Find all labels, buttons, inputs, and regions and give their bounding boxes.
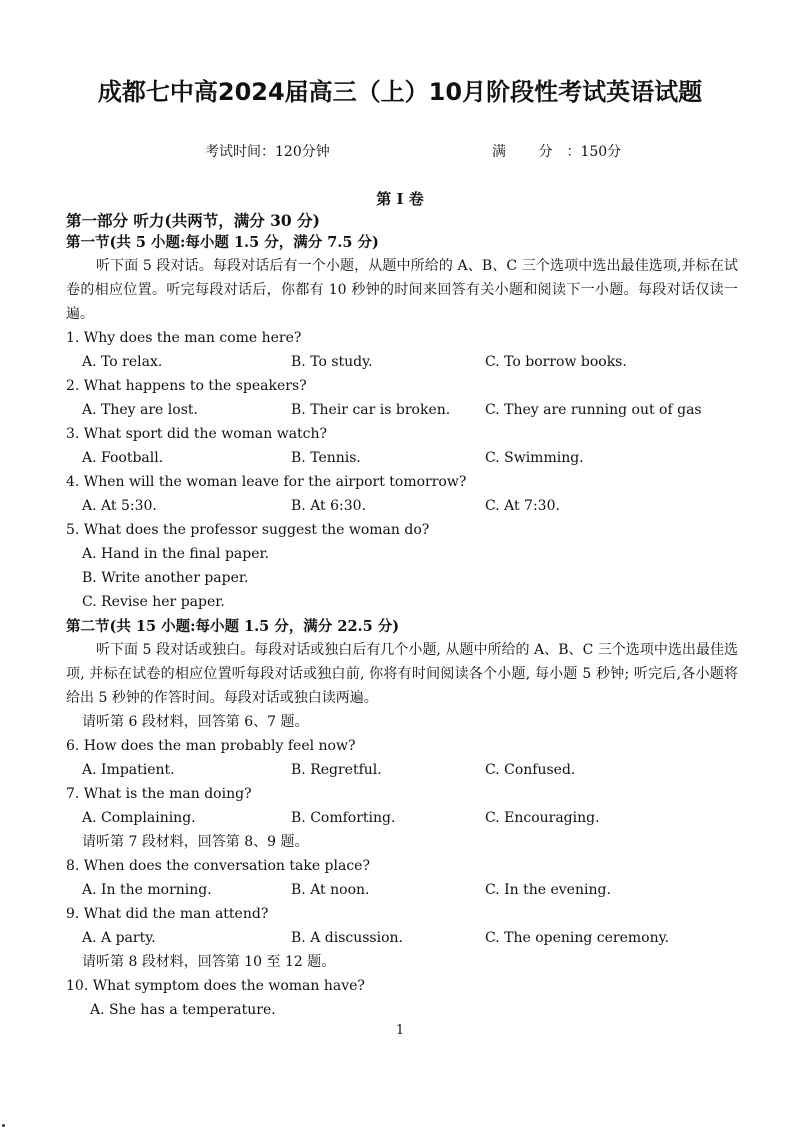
- option-c: C. Confused.: [485, 762, 576, 778]
- section1-instructions: 听下面 5 段对话。每段对话后有一个小题，从题中所给的 A、B、C 三个选项中选出最佳选项,并标在试卷的相应位置。听完每段对话后，你都有 10 秒钟的时间来回答有关小题和阅读下一小题。每段对话仅读一遍。: [66, 258, 738, 322]
- scan-dot: [2, 1124, 5, 1127]
- option-c: C. Encouraging.: [485, 810, 600, 826]
- page-number: 1: [395, 1023, 405, 1038]
- question-7: [66, 782, 738, 830]
- option-a: A. To relax.: [82, 354, 163, 370]
- option-row: [66, 926, 738, 950]
- question-9: [66, 902, 738, 950]
- option-b: B. Regretful.: [291, 762, 382, 778]
- listening-note: 请听第 6 段材料，回答第 6、7 题。: [82, 714, 309, 730]
- option-a: A. At 5:30.: [82, 498, 157, 514]
- option-a: A. In the morning.: [82, 882, 212, 898]
- section2-title: 第二节(共 15 小题:每小题 1.5 分，满分 22.5 分): [66, 618, 400, 635]
- option-row: [66, 350, 738, 374]
- option-b: B. Tennis.: [291, 450, 361, 466]
- option-b: B. To study.: [291, 354, 373, 370]
- option-row: [66, 806, 738, 830]
- full-score-value: ：150分: [566, 144, 622, 160]
- option-row: [66, 878, 738, 902]
- listening-note: 请听第 8 段材料，回答第 10 至 12 题。: [82, 954, 336, 970]
- question-stem: 9. What did the man attend?: [66, 906, 269, 922]
- option-a: A. Complaining.: [82, 810, 196, 826]
- option-c: C. In the evening.: [485, 882, 611, 898]
- question-2: [66, 374, 738, 422]
- section1-title: 第一节(共 5 小题:每小题 1.5 分，满分 7.5 分): [66, 234, 379, 251]
- question-stem: 7. What is the man doing?: [66, 786, 252, 802]
- question-stem: 10. What symptom does the woman have?: [66, 978, 365, 994]
- question-stem: 3. What sport did the woman watch?: [66, 426, 328, 442]
- question-stem: 8. When does the conversation take place?: [66, 858, 370, 874]
- option-b: B. At 6:30.: [291, 498, 367, 514]
- option-a: A. Football.: [82, 450, 164, 466]
- option-c: C. At 7:30.: [485, 498, 560, 514]
- option-row: [66, 758, 738, 782]
- question-3: [66, 422, 738, 470]
- question-stem: 4. When will the woman leave for the airport tomorrow?: [66, 474, 467, 490]
- option-b: B. At noon.: [291, 882, 370, 898]
- section2-instructions: 听下面 5 段对话或独白。每段对话或独白后有几个小题, 从题中所给的 A、B、C 三个选项中选出最佳选项, 并标在试卷的相应位置听每段对话或独白前, 你将有时间阅读各个小题, 每小题 5 秒钟; 听完后,各小题将给出 5 秒钟的作答时间。每段对话或独白读两遍。: [66, 642, 738, 706]
- option-a: A. They are lost.: [82, 402, 198, 418]
- question-stem: 1. Why does the man come here?: [66, 330, 302, 346]
- question-stem: 6. How does the man probably feel now?: [66, 738, 356, 754]
- option-a: A. A party.: [82, 930, 156, 946]
- question-stem: 2. What happens to the speakers?: [66, 378, 307, 394]
- exam-content: [66, 210, 738, 1022]
- question-6: [66, 734, 738, 782]
- question-10: [66, 974, 738, 1022]
- volume-heading: 第 I 卷: [376, 190, 424, 208]
- option-c: C. Revise her paper.: [82, 594, 225, 610]
- option-a: A. Impatient.: [82, 762, 175, 778]
- option-b: B. Comforting.: [291, 810, 396, 826]
- option-row: [66, 398, 738, 422]
- option-b: B. Write another paper.: [82, 570, 249, 586]
- option-c: C. To borrow books.: [485, 354, 627, 370]
- question-4: [66, 470, 738, 518]
- page-title: 成都七中高2024届高三（上）10月阶段性考试英语试题: [97, 78, 703, 106]
- option-c: C. Swimming.: [485, 450, 584, 466]
- option-row: [66, 446, 738, 470]
- option-row: [66, 494, 738, 518]
- question-8: [66, 854, 738, 902]
- option-a: A. She has a temperature.: [90, 1002, 276, 1018]
- option-c: C. The opening ceremony.: [485, 930, 670, 946]
- option-a: A. Hand in the final paper.: [82, 546, 270, 562]
- option-b: B. Their car is broken.: [291, 402, 451, 418]
- option-c: C. They are running out of gas: [485, 402, 702, 418]
- part1-title: 第一部分 听力(共两节，满分 30 分): [66, 211, 320, 230]
- question-stem: 5. What does the professor suggest the woman do?: [66, 522, 430, 538]
- option-b: B. A discussion.: [291, 930, 403, 946]
- full-score-label: 满 分: [492, 144, 567, 160]
- question-5: [66, 518, 738, 614]
- question-1: [66, 326, 738, 374]
- listening-note: 请听第 7 段材料，回答第 8、9 题。: [82, 834, 309, 850]
- full-score: [492, 141, 621, 161]
- exam-time: 考试时间：120分钟: [205, 144, 330, 160]
